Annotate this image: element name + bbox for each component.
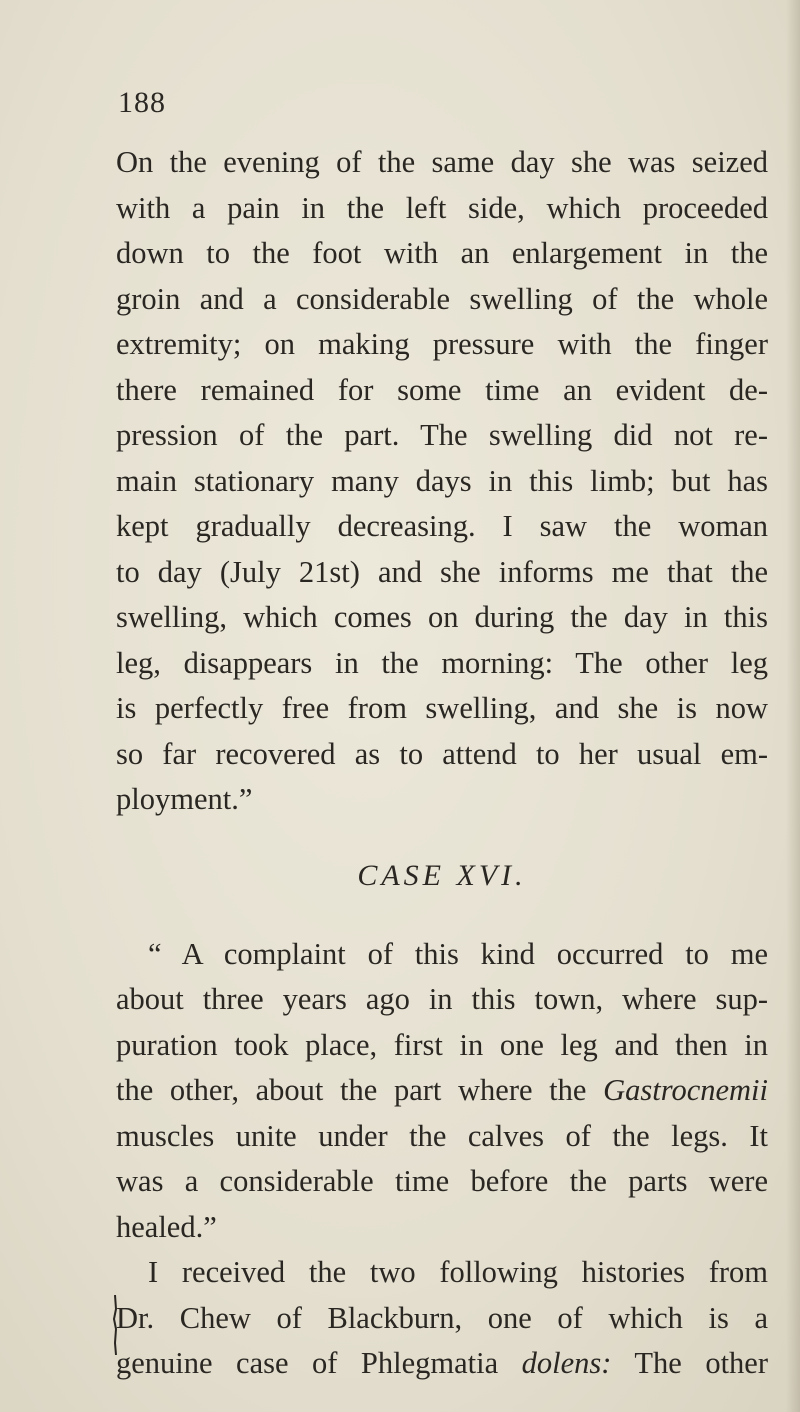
- page-number: 188: [118, 86, 166, 119]
- text-line: puration took place, first in one leg and then in: [116, 1027, 768, 1062]
- text-line: down to the foot with an enlargement in the: [116, 236, 768, 270]
- text-line: to day (July 21st) and she informs me that the: [116, 554, 768, 589]
- text-line: I received the two following histories from: [148, 1255, 768, 1289]
- italic-term: dolens:: [521, 1346, 612, 1380]
- text-line: was a considerable time before the parts were: [116, 1164, 768, 1198]
- text-line: with a pain in the left side, which proceeded: [116, 190, 768, 225]
- text-line: muscles unite under the calves of the legs. It: [116, 1118, 768, 1153]
- italic-term: Gastrocnemii: [603, 1073, 768, 1107]
- page-gutter-shadow: [786, 0, 800, 1412]
- text-fragment: genuine case of Phlegmatia: [116, 1346, 522, 1380]
- text-line: swelling, which comes on during the day in this: [116, 600, 768, 634]
- text-line: extremity; on making pressure with the finger: [116, 327, 768, 361]
- text-fragment: the other, about the part where the: [116, 1073, 604, 1107]
- paragraph-1: [116, 140, 768, 823]
- text-line: [116, 1068, 768, 1114]
- text-line: so far recovered as to attend to her usual em-: [116, 736, 768, 771]
- ink-blot-mark: [112, 1295, 118, 1355]
- text-line: is perfectly free from swelling, and she is now: [116, 691, 768, 725]
- text-line: about three years ago in this town, where sup-: [116, 982, 768, 1016]
- text-line: leg, disappears in the morning: The other leg: [116, 645, 768, 680]
- page-body: [116, 140, 768, 1387]
- text-line: Dr. Chew of Blackburn, one of which is a: [116, 1300, 768, 1335]
- text-line: “ A complaint of this kind occurred to me: [148, 936, 768, 971]
- text-line: there remained for some time an evident de-: [116, 372, 768, 407]
- text-line: pression of the part. The swelling did not re-: [116, 418, 768, 452]
- paragraph-2: [116, 932, 768, 1251]
- text-fragment: The other: [611, 1346, 768, 1380]
- text-line: ployment.”: [116, 782, 253, 816]
- text-line: main stationary many days in this limb; but has: [116, 463, 768, 498]
- case-heading: CASE XVI.: [357, 858, 527, 892]
- text-line: kept gradually decreasing. I saw the woman: [116, 509, 768, 543]
- text-line: On the evening of the same day she was seized: [116, 145, 768, 179]
- text-line: healed.”: [116, 1209, 217, 1244]
- text-line: groin and a considerable swelling of the whole: [116, 281, 768, 316]
- text-line: [116, 1341, 768, 1387]
- paragraph-3: [116, 1250, 768, 1387]
